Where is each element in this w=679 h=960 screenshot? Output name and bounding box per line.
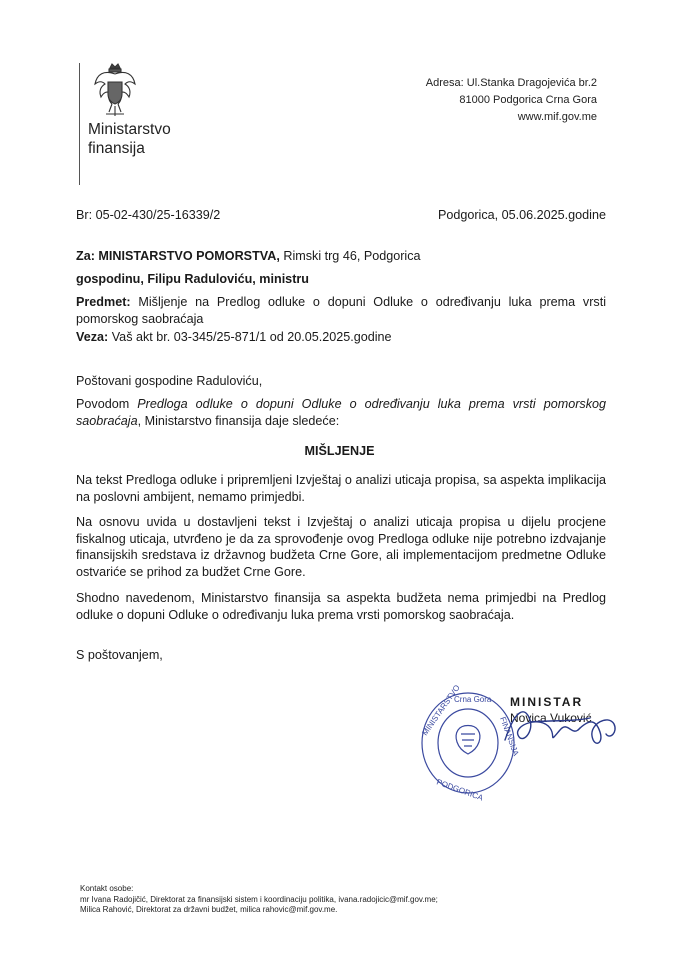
recipient-person [76, 271, 309, 288]
stamp-left-text: MINISTARSTVO [420, 683, 462, 738]
contact-block [80, 884, 438, 916]
header-divider [79, 63, 80, 185]
signature-title: MINISTAR [510, 695, 584, 709]
place-date: Podgorica, 05.06.2025.godine [437, 208, 606, 222]
recipient-address: Rimski trg 46, Podgorica [283, 249, 421, 263]
reference-number: Br: 05-02-430/25-16339/2 [76, 208, 221, 222]
closing: S poštovanjem, [76, 648, 163, 662]
contact-line-1: mr Ivana Radojičić, Direktorat za finansijski sistem i koordinaciju politika, ivana.radojicic@mif.gov.me; [80, 894, 438, 904]
intro-pre: Povodom [76, 397, 130, 411]
stamp-bottom-text: PODGORICA [435, 777, 485, 803]
ministry-name-line1: Ministarstvo [88, 121, 171, 138]
handwritten-signature [500, 700, 630, 755]
predmet-label: Predmet: [76, 295, 131, 309]
address-city: 81000 Podgorica Crna Gora [459, 94, 597, 106]
recipient-person-text: gospodinu, Filipu Raduloviću, ministru [76, 272, 309, 286]
reference-link [76, 329, 392, 346]
paragraph-3: Shodno navedenom, Ministarstvo finansija sa aspekta budžeta nema primjedbi na Predlog odluke o dopuni Odluke o određivanju luka prema vrsti pomorskog saobraćaja. [76, 591, 606, 622]
subject [76, 294, 606, 327]
predmet-text: Mišljenje na Predlog odluke o dopuni Odluke o određivanju luka prema vrsti pomorskog saobraćaja [76, 295, 606, 326]
opinion-heading [0, 443, 679, 460]
stamp-top-text: Crna Gora [454, 695, 492, 704]
greeting: Poštovani gospodine Raduloviću, [76, 374, 263, 388]
coat-of-arms-icon [92, 62, 138, 118]
ministry-name [88, 120, 171, 158]
opinion-heading-text: MIŠLJENJE [304, 444, 375, 458]
stamp-right-text: FINANSIJA [498, 715, 521, 758]
paragraph-2: Na osnovu uvida u dostavljeni tekst i Izvještaj o analizi uticaja propisa u dijelu procjene fiskalnog uticaja, utvrđeno je da za sprovođenje ovog Predloga odluke nije potrebno izdvajanje finansijskih sredstava iz državnog budžeta Crne Gore, ali implementacijom predmetne Odluke ostvariće se prihod za budžet Crne Gore. [76, 515, 606, 579]
recipient-line [76, 248, 421, 265]
intro-post: , Ministarstvo finansija daje sledeće: [137, 413, 340, 428]
za-label: Za: [76, 249, 95, 263]
paragraph-1: Na tekst Predloga odluke i pripremljeni Izvještaj o analizi uticaja propisa, sa aspekta implikacija na poslovni ambijent, nemamo primjedbi. [76, 473, 606, 504]
address-street: Adresa: Ul.Stanka Dragojevića br.2 [425, 77, 597, 89]
veza-text: Vaš akt br. 03-345/25-871/1 od 20.05.2025.godine [111, 330, 392, 344]
address-website: www.mif.gov.me [517, 111, 597, 123]
address-block [426, 75, 597, 126]
recipient-org: MINISTARSTVO POMORSTVA, [98, 249, 280, 263]
veza-label: Veza: [76, 330, 109, 344]
contact-label: Kontakt osobe: [80, 884, 134, 893]
intro-italic: Predloga odluke o dopuni Odluke o određivanju luka prema vrsti pomorskog saobraćaja [76, 397, 607, 428]
intro-paragraph [76, 396, 606, 429]
signature-name: Novica Vuković [510, 711, 592, 725]
contact-line-2: Milica Rahović, Direktorat za državni budžet, milica rahovic@mif.gov.me. [80, 905, 338, 914]
ministry-name-line2: finansija [88, 140, 145, 157]
